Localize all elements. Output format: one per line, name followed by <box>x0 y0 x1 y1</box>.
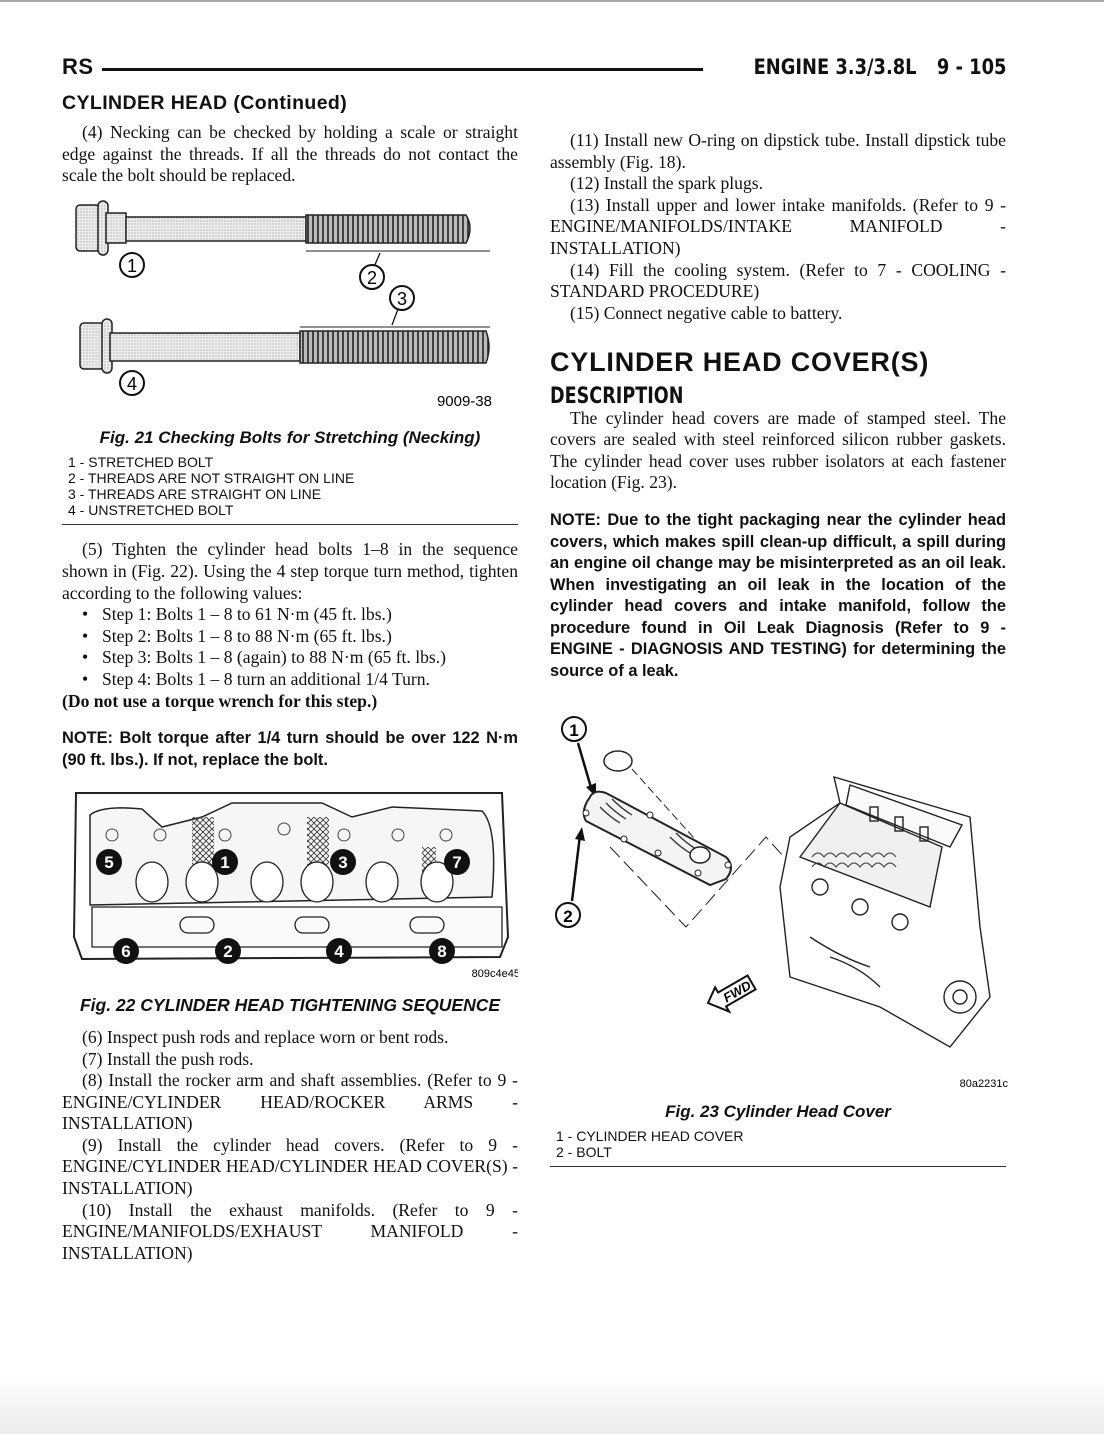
step-9-paragraph: (9) Install the cylinder head covers. (Refer to 9 - ENGINE/CYLINDER HEAD/CYLINDER HEAD COVER(S) - INSTALLATION) <box>62 1134 518 1199</box>
forward-arrow-icon <box>703 970 759 1018</box>
callout-1-label: 1 <box>126 255 138 276</box>
figure-23-divider <box>550 1166 1006 1167</box>
torque-step: • Step 4: Bolts 1 – 8 turn an additional 1/4 Turn. <box>62 669 518 691</box>
figure-22 <box>62 787 518 983</box>
callout-2 <box>360 253 384 289</box>
callout-3-label: 3 <box>396 288 408 309</box>
callout-4 <box>120 371 144 395</box>
callout-2-label: 2 <box>366 267 378 288</box>
torque-step: • Step 3: Bolts 1 – 8 (again) to 88 N·m (65 ft. lbs.) <box>62 647 518 669</box>
figure-21-divider <box>62 524 518 525</box>
section-title-cylinder-head: CYLINDER HEAD (Continued) <box>62 92 348 114</box>
legend-item: 2 - THREADS ARE NOT STRAIGHT ON LINE <box>68 470 355 487</box>
svg-text:7: 7 <box>452 853 462 873</box>
legend-item: 2 - BOLT <box>556 1144 612 1161</box>
figure-21-code: 9009-38 <box>436 392 492 410</box>
svg-text:8: 8 <box>437 942 447 962</box>
callout-1 <box>120 253 144 277</box>
callout-1 <box>562 717 596 797</box>
torque-wrench-warning: (Do not use a torque wrench for this step.) <box>62 690 378 711</box>
bolt-stretch-illustration <box>62 193 518 419</box>
page-header <box>62 52 1006 82</box>
step-7-paragraph: (7) Install the push rods. <box>82 1048 254 1069</box>
callout-4-label: 4 <box>126 373 138 394</box>
sequence-marker-1 <box>212 849 238 875</box>
sequence-marker-8 <box>429 938 455 964</box>
page-number: 9 - 105 <box>936 55 1006 79</box>
sequence-marker-2 <box>215 938 241 964</box>
description-paragraph: The cylinder head covers are made of stamped steel. The covers are sealed with steel reinforced silicon rubber gaskets. The cylinder head cover uses rubber isolators at each fastener location (Fig. 23). <box>550 407 1006 493</box>
step-8-paragraph: (8) Install the rocker arm and shaft assemblies. (Refer to 9 - ENGINE/CYLINDER HEAD/ROCKER ARMS - INSTALLATION) <box>62 1070 518 1134</box>
figure-23-legend <box>556 1128 1006 1160</box>
svg-text:6: 6 <box>121 942 131 962</box>
top-border <box>0 0 1104 2</box>
sequence-marker-4 <box>326 938 352 964</box>
header-model-code: RS <box>62 54 94 79</box>
svg-text:1: 1 <box>569 720 579 740</box>
engine-block-drawing <box>780 777 990 1047</box>
svg-text:3: 3 <box>338 853 348 873</box>
header-section: ENGINE 3.3/3.8L <box>753 55 917 79</box>
head-cover-drawing <box>583 791 784 926</box>
step-12-paragraph: (12) Install the spark plugs. <box>570 173 764 194</box>
step-5-paragraph: (5) Tighten the cylinder head bolts 1–8 in the sequence shown in (Fig. 22). Using the 4 step torque turn method, tighten according to the following values: <box>62 539 518 603</box>
figure-21-legend <box>68 454 518 518</box>
legend-item: 1 - CYLINDER HEAD COVER <box>556 1128 744 1145</box>
cylinder-head-cover-illustration <box>550 707 1010 1097</box>
step-15-paragraph: (15) Connect negative cable to battery. <box>570 302 843 323</box>
unstretched-bolt-drawing <box>80 319 490 373</box>
legend-item: 1 - STRETCHED BOLT <box>68 454 214 471</box>
figure-23-title: Fig. 23 Cylinder Head Cover <box>665 1101 891 1121</box>
svg-text:5: 5 <box>104 853 114 873</box>
step-6-paragraph: (6) Inspect push rods and replace worn or bent rods. <box>82 1026 449 1047</box>
page-bottom-shadow <box>0 1374 1104 1434</box>
section-title-cylinder-head-covers: CYLINDER HEAD COVER(S) <box>550 347 930 378</box>
legend-item: 4 - UNSTRETCHED BOLT <box>68 502 234 519</box>
figure-22-code: 809c4e45 <box>471 968 518 981</box>
header-rule <box>102 68 703 71</box>
stretched-bolt-drawing <box>76 201 490 255</box>
fwd-label: FWD <box>720 977 754 1005</box>
sequence-marker-7 <box>444 849 470 875</box>
figure-21-title: Fig. 21 Checking Bolts for Stretching (Necking) <box>99 427 481 447</box>
step-14-paragraph: (14) Fill the cooling system. (Refer to 7 - COOLING - STANDARD PROCEDURE) <box>550 259 1006 302</box>
sequence-marker-5 <box>96 849 122 875</box>
step-11-paragraph: (11) Install new O-ring on dipstick tube. Install dipstick tube assembly (Fig. 18). <box>550 130 1006 172</box>
svg-text:2: 2 <box>223 942 233 962</box>
step-13-paragraph: (13) Install upper and lower intake manifolds. (Refer to 9 - ENGINE/MANIFOLDS/INTAKE MANIFOLD - INSTALLATION) <box>550 194 1006 258</box>
svg-text:1: 1 <box>220 853 230 873</box>
step-10-paragraph: (10) Install the exhaust manifolds. (Refer to 9 - ENGINE/MANIFOLDS/EXHAUST MANIFOLD - INSTALLATION) <box>62 1199 518 1263</box>
header-right <box>753 55 1006 79</box>
figure-23-code: 80a2231c <box>959 1077 1008 1090</box>
bolt-torque-note: NOTE: Bolt torque after 1/4 turn should be over 122 N·m (90 ft. lbs.). If not, replace the bolt. <box>62 729 518 769</box>
callout-3 <box>390 286 414 325</box>
subsection-title-description: DESCRIPTION <box>550 383 684 409</box>
callout-2 <box>556 827 585 927</box>
legend-item: 3 - THREADS ARE STRAIGHT ON LINE <box>68 486 322 503</box>
figure-21 <box>62 193 518 419</box>
torque-steps-list <box>62 604 518 690</box>
figure-23 <box>550 707 1006 1097</box>
torque-step: • Step 2: Bolts 1 – 8 to 88 N·m (65 ft. lbs.) <box>62 626 518 648</box>
right-column <box>550 130 1006 1167</box>
figure-22-title: Fig. 22 CYLINDER HEAD TIGHTENING SEQUENCE <box>79 995 501 1016</box>
cylinder-head-illustration <box>62 787 518 983</box>
torque-step: • Step 1: Bolts 1 – 8 to 61 N·m (45 ft. lbs.) <box>62 604 518 626</box>
svg-text:2: 2 <box>563 906 573 926</box>
step-4-paragraph: (4) Necking can be checked by holding a scale or straight edge against the threads. If all the threads do not contact the scale the bolt should be replaced. <box>62 122 518 186</box>
svg-text:4: 4 <box>334 942 344 962</box>
sequence-marker-6 <box>113 938 139 964</box>
left-column <box>62 92 518 1264</box>
sequence-marker-3 <box>330 849 356 875</box>
oil-leak-note: NOTE: Due to the tight packaging near the cylinder head covers, which makes spill clean-up difficult, a spill during an engine oil change may be misinterpreted as an oil leak. When investigating an oil leak in the location of the cylinder head covers and intake manifold, follow the procedure found in Oil Leak Diagnosis (Refer to 9 - ENGINE - DIAGNOSIS AND TESTING) for determining the source of a leak. <box>550 510 1006 681</box>
